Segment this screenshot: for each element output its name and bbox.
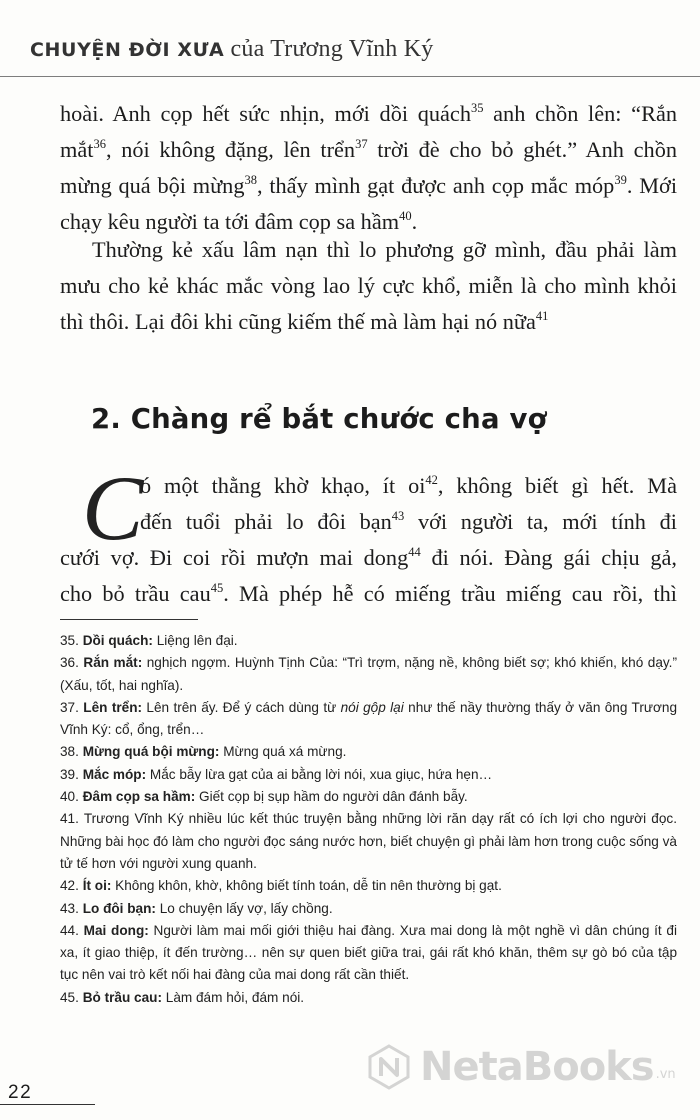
footnote-ref[interactable]: 41 (535, 309, 549, 323)
footnote-ref[interactable]: 43 (391, 509, 405, 523)
footnote: 44. Mai dong: Người làm mai mối giới thiệu hai đàng. Xưa mai dong là một nghề vì dân chúng ít đi xa, ít giao thiệp, ít đến trường… nên sự quen biết giữa trai, gái rất khó khăn, thêm sự gò bó của tập tục nên vai trò kết nối hai đàng của mai dong rất cần thiết. (60, 922, 678, 983)
footnote-ref[interactable]: 36 (93, 137, 106, 151)
footnotes (60, 630, 677, 1009)
header-rule (0, 76, 700, 77)
footnote-ref[interactable]: 37 (355, 137, 368, 151)
footnote: 41. Trương Vĩnh Ký nhiều lúc kết thúc truyện bằng những lời răn dạy rất có ích lợi cho người đọc. Những bài học đó làm cho người đọc sáng nước hơn, biết chuyện gì phải làm hơn trong cuộc sống và tử tế hơn với người xung quanh. (60, 811, 677, 871)
footnote-ref[interactable]: 35 (470, 101, 484, 115)
footnote: 38. Mừng quá bội mừng: Mừng quá xá mừng. (60, 744, 347, 760)
book-author: của Trương Vĩnh Ký (224, 36, 434, 62)
watermark-text: NetaBooks (420, 1044, 654, 1090)
netabooks-logo-icon (366, 1044, 412, 1090)
page-number: 22 (8, 1082, 33, 1103)
drop-cap: C (82, 457, 144, 559)
footnote: 37. Lên trển: Lên trên ấy. Để ý cách dùng từ nói gộp lại như thế nầy thường thấy ở văn ông Trương Vĩnh Ký: cổ, ổng, trển… (60, 699, 678, 738)
footnote-ref[interactable]: 44 (408, 545, 421, 559)
book-series-title: CHUYỆN ĐỜI XƯA (30, 39, 225, 61)
footnote-ref[interactable]: 39 (614, 173, 627, 187)
footnote-ref[interactable]: 40 (399, 209, 412, 223)
page-number-rule (0, 1104, 95, 1105)
section-heading: 2. Chàng rể bắt chước cha vợ (91, 403, 547, 435)
footnote: 36. Rắn mắt: nghịch ngợm. Huỳnh Tịnh Của: “Trì trợm, nặng nề, không biết sợ; khó khiến, khó dạy.” (Xấu, tốt, hai nghĩa). (60, 655, 677, 693)
footnote: 45. Bỏ trầu cau: Làm đám hỏi, đám nói. (60, 989, 305, 1005)
paragraph-2: Thường kẻ xấu lâm nạn thì lo phương gỡ mình, đầu phải làm mưu cho kẻ khác mắc vòng lao lý cực khổ, miễn là cho mình khỏi thì thôi. Lại đôi khi cũng kiếm thế mà làm hại nó nữa$^{41}$ (60, 237, 677, 334)
running-header (30, 36, 433, 63)
footnote-ref[interactable]: 45 (210, 581, 224, 595)
watermark (366, 1044, 676, 1090)
story-paragraph: ó một thằng khờ khạo, ít $oi^{42}$, không biết gì hết. Mà đến tuổi phải lo đôi bạn$^{43}$ với người ta, mới tính đi cưới vợ. Đi coi rồi mượn mai dong$^{44}$ đi nói. Đàng gái chịu gả, cho bỏ trầu cau$^{45}$. Mà phép hễ có miếng trầu miếng cau rồi, thì (60, 473, 677, 606)
watermark-suffix: .vn (655, 1067, 676, 1082)
footnote-ref[interactable]: 42 (425, 473, 438, 487)
footnote: 42. Ít oi: Không khôn, khờ, không biết tính toán, dễ tin nên thường bị gạt. (60, 878, 502, 894)
footnote: 39. Mắc móp: Mắc bẫy lừa gạt của ai bằng lời nói, xua giục, hứa hẹn… (60, 766, 493, 782)
paragraph-1: hoài. Anh cọp hết sức nhịn, mới dồi quách$^{35}$ anh chồn lên: “Rắn mắt$^{36}$, nói không đặng, lên trển$^{37}$ trời đè cho bỏ ghét.” Anh chồn mừng quá bội mừng$^{38}$, thấy mình gạt được anh cọp mắc móp$^{39}$. Mới chạy kêu người ta tới đâm cọp sa hầm$^{40}$. (60, 101, 678, 234)
footnote-ref[interactable]: 38 (244, 173, 257, 187)
footnote: 40. Đâm cọp sa hầm: Giết cọp bị sụp hầm do người dân đánh bẫy. (60, 789, 468, 805)
footnote: 35. Dồi quách: Liệng lên đại. (60, 633, 238, 648)
footnote: 43. Lo đôi bạn: Lo chuyện lấy vợ, lấy chồng. (60, 900, 333, 916)
footnote-separator (60, 619, 198, 620)
